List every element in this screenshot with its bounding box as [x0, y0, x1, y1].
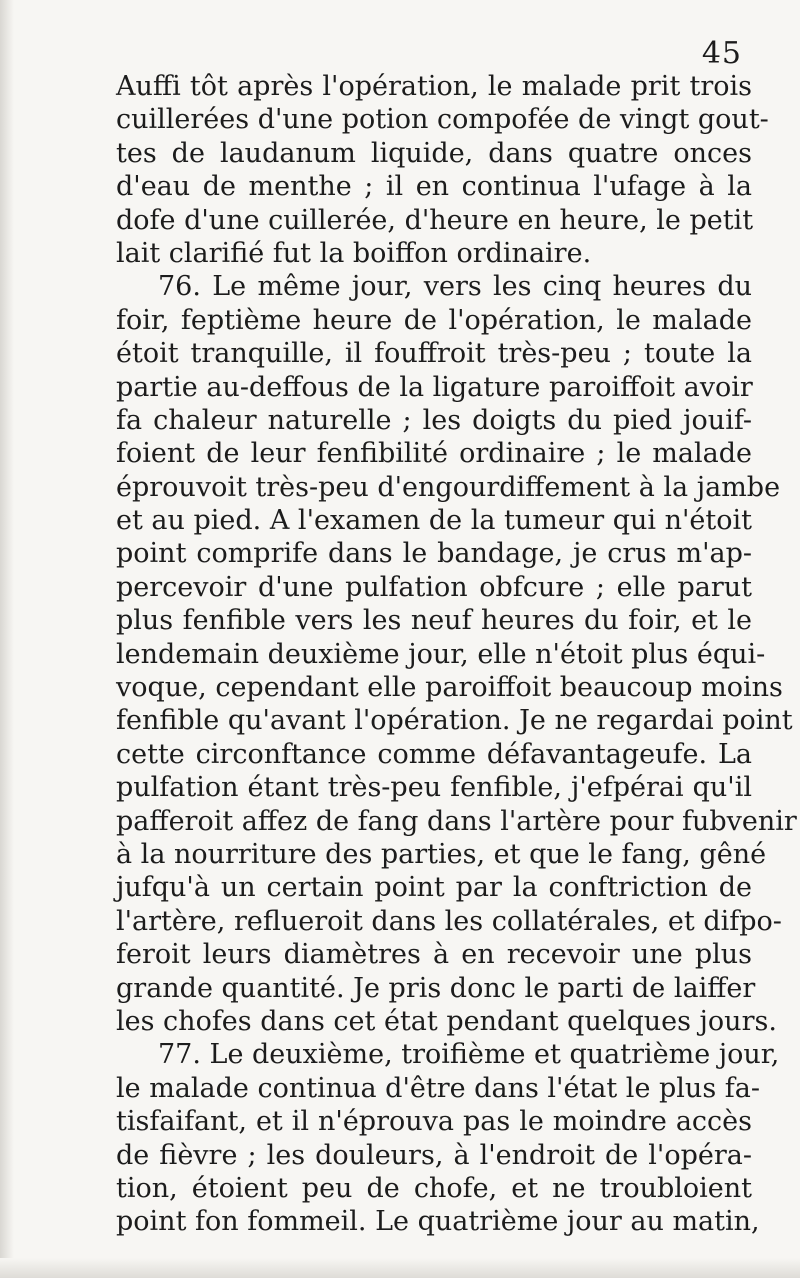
paragraph-continuation: [116, 70, 769, 270]
text-line: foient de leur fenfibilité ordinaire ; le malade: [116, 438, 752, 470]
text-line: lait clarifié fut la boiffon ordinaire.: [116, 237, 592, 269]
text-line: cette circonftance comme défavantageufe. La: [116, 738, 752, 770]
text-line: 76. Le même jour, vers les cinq heures du: [158, 271, 752, 303]
paragraph-76: [116, 270, 797, 1038]
text-line: feroit leurs diamètres à en recevoir une plus: [116, 939, 752, 971]
text-line: dofe d'une cuillerée, d'heure en heure, le petit: [116, 204, 754, 236]
text-line: fa chaleur naturelle ; les doigts du pied jouif-: [116, 404, 752, 436]
body-text: [116, 70, 797, 1239]
text-line: plus fenfible vers les neuf heures du foir, et le: [116, 605, 752, 637]
page-edge-shadow-left: [0, 0, 14, 1278]
text-line: 77. Le deuxième, troifième et quatrième jour,: [158, 1039, 780, 1071]
text-line: à la nourriture des parties, et que le fang, gêné: [116, 838, 767, 870]
text-line: pulfation étant très-peu fenfible, j'efpérai qu'il: [116, 772, 752, 804]
text-line: partie au-deffous de la ligature paroiffoit avoir: [116, 371, 753, 403]
text-line: éprouvoit très-peu d'engourdiffement à la jambe: [116, 471, 781, 503]
page-number: 45: [701, 36, 742, 71]
text-line: cuillerées d'une potion compofée de vingt gout-: [116, 104, 769, 136]
text-line: tes de laudanum liquide, dans quatre onces: [116, 137, 752, 169]
text-line: point comprife dans le bandage, je crus m'ap-: [116, 538, 752, 570]
text-line: les chofes dans cet état pendant quelques jours.: [116, 1005, 777, 1037]
paragraph-77: [116, 1038, 780, 1238]
text-line: foir, feptième heure de l'opération, le malade: [116, 304, 752, 336]
text-line: jufqu'à un certain point par la conftriction de: [116, 872, 752, 904]
text-line: percevoir d'une pulfation obfcure ; elle parut: [116, 571, 752, 603]
text-line: Auffi tôt après l'opération, le malade prit trois: [116, 71, 752, 102]
page-edge-shadow-bottom: [0, 1258, 800, 1278]
text-line: tion, étoient peu de chofe, et ne troubloient: [116, 1172, 752, 1204]
text-line: voque, cependant elle paroiffoit beaucoup moins: [116, 672, 783, 704]
text-line: d'eau de menthe ; il en continua l'ufage à la: [116, 171, 752, 203]
text-line: grande quantité. Je pris donc le parti de laiffer: [116, 972, 756, 1004]
text-line: fenfible qu'avant l'opération. Je ne regardai point: [116, 705, 793, 737]
text-line: point fon fommeil. Le quatrième jour au matin,: [116, 1206, 760, 1238]
text-line: étoit tranquille, il fouffroit très-peu ; toute la: [116, 338, 752, 370]
text-line: de fièvre ; les douleurs, à l'endroit de l'opéra-: [116, 1139, 752, 1171]
text-line: tisfaifant, et il n'éprouva pas le moindre accès: [116, 1106, 752, 1138]
text-line: le malade continua d'être dans l'état le plus fa-: [116, 1072, 760, 1104]
text-line: pafferoit affez de fang dans l'artère pour fubvenir: [116, 805, 797, 837]
text-line: et au pied. A l'examen de la tumeur qui n'étoit: [116, 505, 752, 537]
text-line: lendemain deuxième jour, elle n'étoit plus équi-: [116, 638, 766, 670]
text-line: l'artère, reflueroit dans les collatérales, et difpo-: [116, 905, 782, 937]
